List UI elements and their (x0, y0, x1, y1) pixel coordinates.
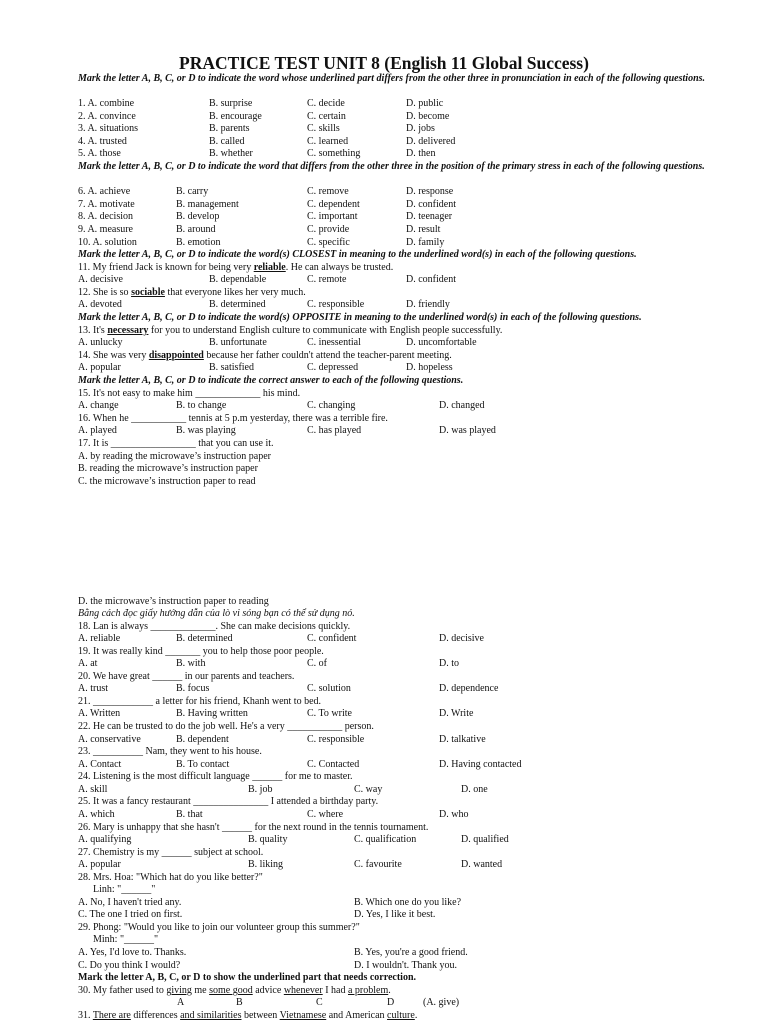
option-a: 7. A. motivate (78, 199, 135, 210)
option-a: A. Contact (78, 759, 122, 770)
option-d: D. delivered (406, 136, 456, 147)
option-d: D. decisive (439, 633, 484, 644)
option-b: B. encourage (209, 111, 262, 122)
question-18-stem: 18. Lan is always _____________. She can make decisions quickly. (78, 621, 351, 632)
option-c: C. something (307, 148, 361, 159)
option-d: D. public (406, 98, 444, 109)
instruction-closest: Mark the letter A, B, C, or D to indicate the word(s) CLOSEST in meaning to the underlined word(s) in each of the following questions. (78, 249, 637, 260)
underlined-d: culture (387, 1010, 415, 1021)
question-28-reply: Linh: "______" (93, 884, 156, 895)
translation-note: Bằng cách đọc giấy hướng dẫn của lò vi sóng bạn có thể sử dụng nó. (78, 608, 355, 619)
option-a: A. change (78, 400, 119, 411)
option-a: A. reliable (78, 633, 121, 644)
question-14-stem: 14. She was very disappointed because her father couldn't attend the teacher-parent meeting. (78, 350, 452, 361)
option-c: C. inessential (307, 337, 361, 348)
option-c: C. changing (307, 400, 356, 411)
question-19-stem: 19. It was really kind _______ you to help those poor people. (78, 646, 324, 657)
option-d: D. was played (439, 425, 496, 436)
option-c: C. skills (307, 123, 340, 134)
option-c: C. depressed (307, 362, 359, 373)
instruction-correct: Mark the letter A, B, C, or D to indicate the correct answer to each of the following questions. (78, 375, 464, 386)
option-a: A. popular (78, 859, 121, 870)
option-a: 10. A. solution (78, 237, 137, 248)
underlined-c: whenever (283, 985, 323, 996)
option-a: 9. A. measure (78, 224, 133, 235)
option-d: D. then (406, 148, 436, 159)
option-d: D. qualified (461, 834, 509, 845)
option-c: C. Do you think I would? (78, 960, 181, 971)
option-d: D. dependence (439, 683, 499, 694)
option-b: B. satisfied (209, 362, 254, 373)
option-b: B. unfortunate (209, 337, 267, 348)
letter-b: B (236, 997, 243, 1008)
question-16-stem: 16. When he ___________ tennis at 5 p.m yesterday, there was a terrible fire. (78, 413, 388, 424)
option-b: B. dependable (209, 274, 267, 285)
underlined-d: a problem (347, 985, 389, 996)
option-b: B. focus (176, 683, 210, 694)
option-d: D. become (406, 111, 450, 122)
underlined-c: Vietnamese (279, 1010, 327, 1021)
question-27-stem: 27. Chemistry is my ______ subject at school. (78, 847, 264, 858)
option-b: B. To contact (176, 759, 230, 770)
option-d: D. result (406, 224, 441, 235)
option-c: C. provide (307, 224, 350, 235)
option-d: D. to (439, 658, 459, 669)
option-b: B. surprise (209, 98, 253, 109)
option-d: D. Write (439, 708, 474, 719)
option-a: A. trust (78, 683, 108, 694)
option-d: D. teenager (406, 211, 453, 222)
option-c: C. responsible (307, 299, 365, 310)
option-b: B. whether (209, 148, 253, 159)
option-a: A. No, I haven't tried any. (78, 897, 182, 908)
instruction-opposite: Mark the letter A, B, C, or D to indicate the word(s) OPPOSITE in meaning to the underlined word(s) in each of the following questions. (78, 312, 642, 323)
option-d: D. wanted (461, 859, 503, 870)
option-b: B. management (176, 199, 239, 210)
option-b: B. determined (176, 633, 233, 644)
option-a: A. unlucky (78, 337, 123, 348)
option-c: C. of (307, 658, 327, 669)
question-17-option-a: A. by reading the microwave’s instruction paper (78, 451, 271, 462)
underlined-a: There are (92, 1010, 131, 1021)
option-d: D. uncomfortable (406, 337, 477, 348)
option-c: C. favourite (354, 859, 402, 870)
option-d: D. who (439, 809, 469, 820)
option-a: A. conservative (78, 734, 141, 745)
question-26-stem: 26. Mary is unhappy that she hasn't ______ for the next round in the tennis tournament. (78, 822, 429, 833)
option-d: D. jobs (406, 123, 435, 134)
option-c: C. remote (307, 274, 347, 285)
option-d: D. one (461, 784, 488, 795)
option-b: B. job (248, 784, 273, 795)
underlined-word: sociable (131, 287, 165, 298)
option-b: B. Yes, you're a good friend. (354, 947, 468, 958)
question-17-stem: 17. It is _________________ that you can use it. (78, 438, 274, 449)
option-c: C. has played (307, 425, 362, 436)
option-c: C. confident (307, 633, 357, 644)
option-a: 1. A. combine (78, 98, 135, 109)
letter-a: A (177, 997, 185, 1008)
letter-c: C (316, 997, 323, 1008)
underlined-b: and similarities (180, 1010, 242, 1021)
letter-d: D (387, 997, 395, 1008)
question-23-stem: 23. __________ Nam, they went to his house. (78, 746, 262, 757)
question-24-stem: 24. Listening is the most difficult language ______ for me to master. (78, 771, 353, 782)
option-b: B. to change (176, 400, 227, 411)
option-a: 5. A. those (78, 148, 121, 159)
option-b: B. with (176, 658, 206, 669)
option-a: 8. A. decision (78, 211, 133, 222)
page-title: PRACTICE TEST UNIT 8 (English 11 Global Success) (179, 53, 589, 73)
option-b: B. emotion (176, 237, 221, 248)
option-d: D. changed (439, 400, 485, 411)
question-17-option-b: B. reading the microwave’s instruction paper (78, 463, 258, 474)
question-12-stem: 12. She is so sociable that everyone likes her very much. (78, 287, 306, 298)
option-d: D. confident (406, 199, 456, 210)
option-c: C. way (354, 784, 383, 795)
option-b: B. Which one do you like? (354, 897, 462, 908)
question-29-reply: Minh: "______" (93, 934, 159, 945)
option-b: B. develop (176, 211, 220, 222)
option-a: A. popular (78, 362, 121, 373)
option-b: B. quality (248, 834, 288, 845)
question-17-option-d: D. the microwave’s instruction paper to reading (78, 596, 269, 607)
option-c: C. important (307, 211, 358, 222)
option-c: C. decide (307, 98, 345, 109)
option-d: D. friendly (406, 299, 450, 310)
option-a: A. Written (78, 708, 121, 719)
option-d: D. response (406, 186, 454, 197)
option-c: C. qualification (354, 834, 417, 845)
option-a: 4. A. trusted (78, 136, 127, 147)
option-d: D. I wouldn't. Thank you. (354, 960, 457, 971)
option-a: 2. A. convince (78, 111, 136, 122)
option-a: A. played (78, 425, 117, 436)
option-d: D. Having contacted (439, 759, 522, 770)
option-a: A. which (78, 809, 115, 820)
option-c: C. certain (307, 111, 346, 122)
option-b: B. that (176, 809, 203, 820)
option-c: C. responsible (307, 734, 365, 745)
option-c: C. remove (307, 186, 349, 197)
underlined-a: giving (166, 985, 192, 996)
underlined-word: reliable (253, 262, 286, 273)
question-17-option-c: C. the microwave’s instruction paper to read (78, 476, 256, 487)
option-d: D. hopeless (406, 362, 453, 373)
option-c: C. specific (307, 237, 350, 248)
instruction-stress: Mark the letter A, B, C, or D to indicate the word that differs from the other three in the position of the primary stress in each of the following questions. (78, 161, 705, 172)
option-b: B. Having written (176, 708, 248, 719)
option-b: B. liking (248, 859, 284, 870)
option-d: D. Yes, I like it best. (354, 909, 436, 920)
option-d: D. talkative (439, 734, 486, 745)
question-30-letters (0, 997, 768, 1009)
underlined-b: some good (209, 985, 253, 996)
option-b: B. around (176, 224, 216, 235)
question-25-stem: 25. It was a fancy restaurant _______________ I attended a birthday party. (78, 796, 379, 807)
instruction-error: Mark the letter A, B, C, or D to show the underlined part that needs correction. (78, 972, 417, 983)
question-21-stem: 21. ____________ a letter for his friend, Khanh went to bed. (78, 696, 322, 707)
option-a: A. devoted (78, 299, 122, 310)
option-b: B. determined (209, 299, 266, 310)
question-20-stem: 20. We have great ______ in our parents and teachers. (78, 671, 295, 682)
option-a: A. decisive (78, 274, 123, 285)
question-30-stem: 30. My father used to giving me some good advice whenever I had a problem. (78, 985, 391, 996)
question-15-stem: 15. It's not easy to make him _____________ his mind. (78, 388, 301, 399)
option-c: C. solution (307, 683, 351, 694)
option-d: D. family (406, 237, 445, 248)
question-28-stem: 28. Mrs. Hoa: "Which hat do you like better?" (78, 872, 263, 883)
option-c: C. learned (307, 136, 349, 147)
option-a: 3. A. situations (78, 123, 139, 134)
question-13-stem: 13. It's necessary for you to understand English culture to communicate with English people successfully. (78, 325, 503, 336)
option-c: C. dependent (307, 199, 360, 210)
question-22-stem: 22. He can be trusted to do the job well. He's a very ___________ person. (78, 721, 374, 732)
answer-note: (A. give) (423, 997, 460, 1008)
option-a: A. skill (78, 784, 108, 795)
option-a: A. Yes, I'd love to. Thanks. (78, 947, 187, 958)
option-b: B. carry (176, 186, 209, 197)
question-29-stem: 29. Phong: "Would you like to join our volunteer group this summer?" (78, 922, 360, 933)
option-c: C. Contacted (307, 759, 360, 770)
option-b: B. called (209, 136, 245, 147)
option-a: A. at (78, 658, 98, 669)
option-b: B. parents (209, 123, 250, 134)
option-b: B. was playing (176, 425, 236, 436)
underlined-word: necessary (107, 325, 149, 336)
option-a: A. qualifying (78, 834, 132, 845)
instruction-pronunciation: Mark the letter A, B, C, or D to indicate the word whose underlined part differs from the other three in pronunciation in each of the following questions. (78, 73, 706, 84)
underlined-word: disappointed (148, 350, 204, 361)
option-d: D. confident (406, 274, 456, 285)
option-a: 6. A. achieve (78, 186, 131, 197)
option-c: C. The one I tried on first. (78, 909, 183, 920)
option-b: B. dependent (176, 734, 229, 745)
option-c: C. where (307, 809, 344, 820)
question-11-stem: 11. My friend Jack is known for being very reliable. He can always be trusted. (78, 262, 394, 273)
option-c: C. To write (307, 708, 352, 719)
question-31-stem: 31. There are differences and similarities between Vietnamese and American culture. (78, 1010, 418, 1021)
